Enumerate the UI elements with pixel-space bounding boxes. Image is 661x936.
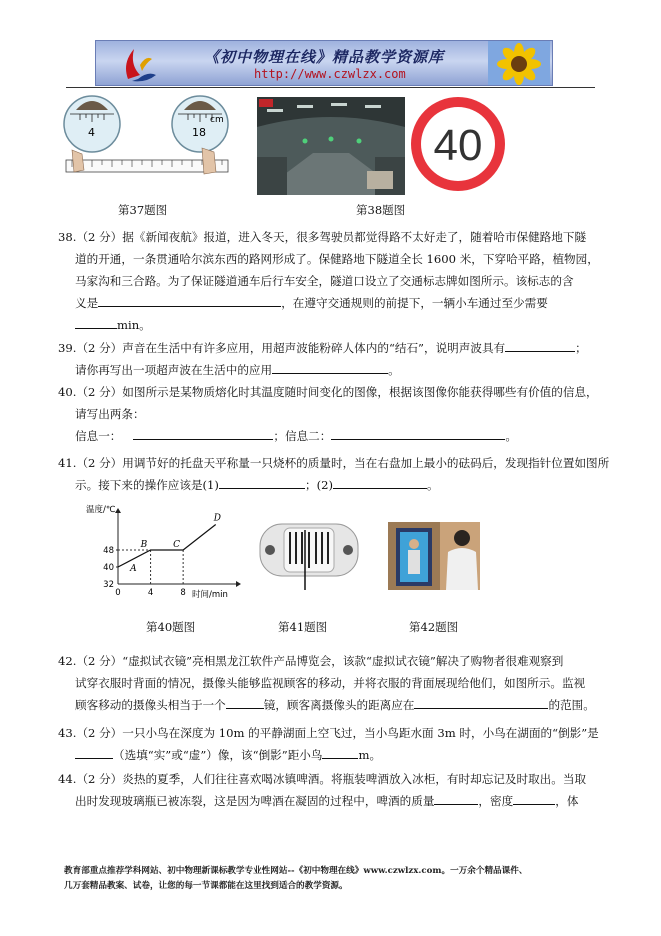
q38-line5: min。 [117,318,151,332]
q42-blank1[interactable] [226,696,264,709]
question-41 [58,452,610,496]
point-label: A [130,563,137,574]
q43-line1: 43.（2 分）一只小鸟在深度为 10m 的平静湖面上空飞过，当小鸟距水面 3m 时，小鸟在湖面的“倒影”是 [58,726,599,740]
q41-blank2[interactable] [333,476,427,489]
q39-line2-end: 。 [388,363,400,377]
q38-line2: 道的开通，一条贯通哈尔滨东西的路网形成了。保健路地下隧道全长 1600 米，下穿哈平路，植物园， [75,252,599,266]
virtual-mirror-photo [388,522,480,590]
melting-graph [84,500,244,605]
q44-blank1[interactable] [434,792,478,805]
q42-line3-mid: 镜，顾客离摄像头的距离应在 [263,698,415,712]
banner-url: http://www.czwlzx.com [254,67,406,81]
q39-blank2[interactable] [272,361,388,374]
q42-line3-prefix: 顾客移动的摄像头相当于一个 [75,698,226,712]
header-rule [66,87,595,88]
q42-line3-end: 的范围。 [548,698,595,712]
point-label: C [173,540,181,550]
q40-info2-label: ；信息二： [273,429,332,443]
ruler-unit: cm [210,115,224,125]
melting-curve [118,525,216,568]
q43-blank2[interactable] [322,746,358,759]
q38-line1: 38.（2 分）据《新闻夜航》报道，进入冬天，很多驾驶员都觉得路不太好走了，随着哈市保健路地下隧 [58,230,587,244]
y-axis-arrow [115,508,121,513]
question-42 [58,650,598,716]
fig42-caption: 第42题图 [409,620,459,634]
q43-blank1[interactable] [75,746,113,759]
banner-title: 《初中物理在线》精品教学资源库 [204,48,445,66]
header-banner [95,40,553,86]
graph-xlabel: 时间/min [192,590,228,600]
q39-blank1[interactable] [505,339,575,352]
q41-line2-mid: ；(2) [304,478,333,492]
page-footer [64,864,624,894]
q41-line1: 41.（2 分）用调节好的托盘天平称量一只烧杯的质量时，当在右盘加上最小的砝码后，发现指针位置如图所 [58,456,610,470]
question-43 [58,722,598,766]
q39-line1: 39.（2 分）声音在生活中有许多应用，用超声波能粉碎人体内的“结石”，说明声波具有 [58,341,506,355]
q41-line2-end: 。 [427,478,439,492]
q38-blank2[interactable] [75,316,117,329]
y-tick-label: 32 [103,580,114,590]
sunflower-icon [488,41,550,86]
fig38-caption: 第38题图 [356,203,406,217]
x-tick-label: 8 [180,588,186,598]
q44-line2-prefix: 出时发现玻璃瓶已被冻裂，这是因为啤酒在凝固的过程中，啤酒的质量 [75,794,435,808]
q42-blank2[interactable] [414,696,548,709]
q43-line2-end: m。 [358,748,382,762]
q43-line2: （选填“实”或“虚”）像，该“倒影”距小鸟 [113,748,323,762]
tunnel-photo [257,97,405,195]
fig41-caption: 第41题图 [278,620,328,634]
y-tick-label: 48 [103,546,114,556]
q40-blank2[interactable] [331,427,505,440]
q40-info1-label: 信息一： [75,429,122,443]
question-44 [58,768,598,812]
q38-blank1[interactable] [98,294,281,307]
q40-line1: 40.（2 分）如图所示是某物质熔化时其温度随时间变化的图像，根据该图像你能获得哪些有价值的信息， [58,385,598,399]
q41-blank1[interactable] [219,476,305,489]
site-logo [118,45,158,83]
q44-line1: 44.（2 分）炎热的夏季，人们往往喜欢喝冰镇啤酒。将瓶装啤酒放入冰柜，有时却忘记及时取出。当取 [58,772,587,786]
fig37-caption: 第37题图 [118,203,168,217]
question-39 [58,337,598,381]
question-38 [58,226,598,336]
speed-limit-sign [408,94,508,194]
q42-line2: 试穿衣服时背面的情况，摄像头能够监视顾客的移动，并将衣服的背面展现给他们，如图所示。监视 [75,676,586,690]
q40-blank1[interactable] [133,427,273,440]
ruler-mark-left: 4 [88,126,95,139]
q39-line2: 请你再写出一项超声波在生活中的应用 [75,363,273,377]
q40-line3-end: 。 [505,429,517,443]
x-axis-arrow [236,581,241,587]
ruler-figure [62,92,232,192]
q38-line4-prefix: 义是 [75,296,99,310]
x-tick-label: 4 [147,588,154,598]
ruler-mark-right: 18 [192,126,206,139]
q41-line2-prefix: 示。接下来的操作应该是(1) [75,478,219,492]
q44-line2-end: ，体 [555,794,579,808]
q39-line1-end: ； [575,341,587,355]
x-tick-label: 0 [115,588,121,598]
q40-line2: 请写出两条： [75,407,145,421]
footer-line2: 几万套精品教案、试卷，让您的每一节课都能在这里找到适合的教学资源。 [64,881,348,891]
footer-line1: 教育部重点推荐学科网站、初中物理新课标教学专业性网站--《初中物理在线》www.czwlzx.com。一万余个精品课件、 [64,866,528,876]
q38-line3: 马家沟和三合路。为了保证隧道通车后行车安全，隧道口设立了交通标志牌如图所示。该标志的含 [75,274,574,288]
q42-line1: 42.（2 分）“虚拟试衣镜”亮相黑龙江软件产品博览会，该款“虚拟试衣镜”解决了购物者很难观察到 [58,654,564,668]
speed-limit-value: 40 [433,121,483,170]
graph-ylabel: 温度/℃ [86,505,116,515]
point-label: B [140,540,148,550]
q44-blank2[interactable] [513,792,555,805]
point-label: D [213,513,221,524]
balance-pointer-figure [258,520,360,592]
y-tick-label: 40 [103,563,114,573]
fig40-caption: 第40题图 [146,620,196,634]
q38-line4-suffix: ，在遵守交通规则的前提下，一辆小车通过至少需要 [281,296,548,310]
q44-line2-mid: ，密度 [478,794,514,808]
question-40 [58,381,598,447]
